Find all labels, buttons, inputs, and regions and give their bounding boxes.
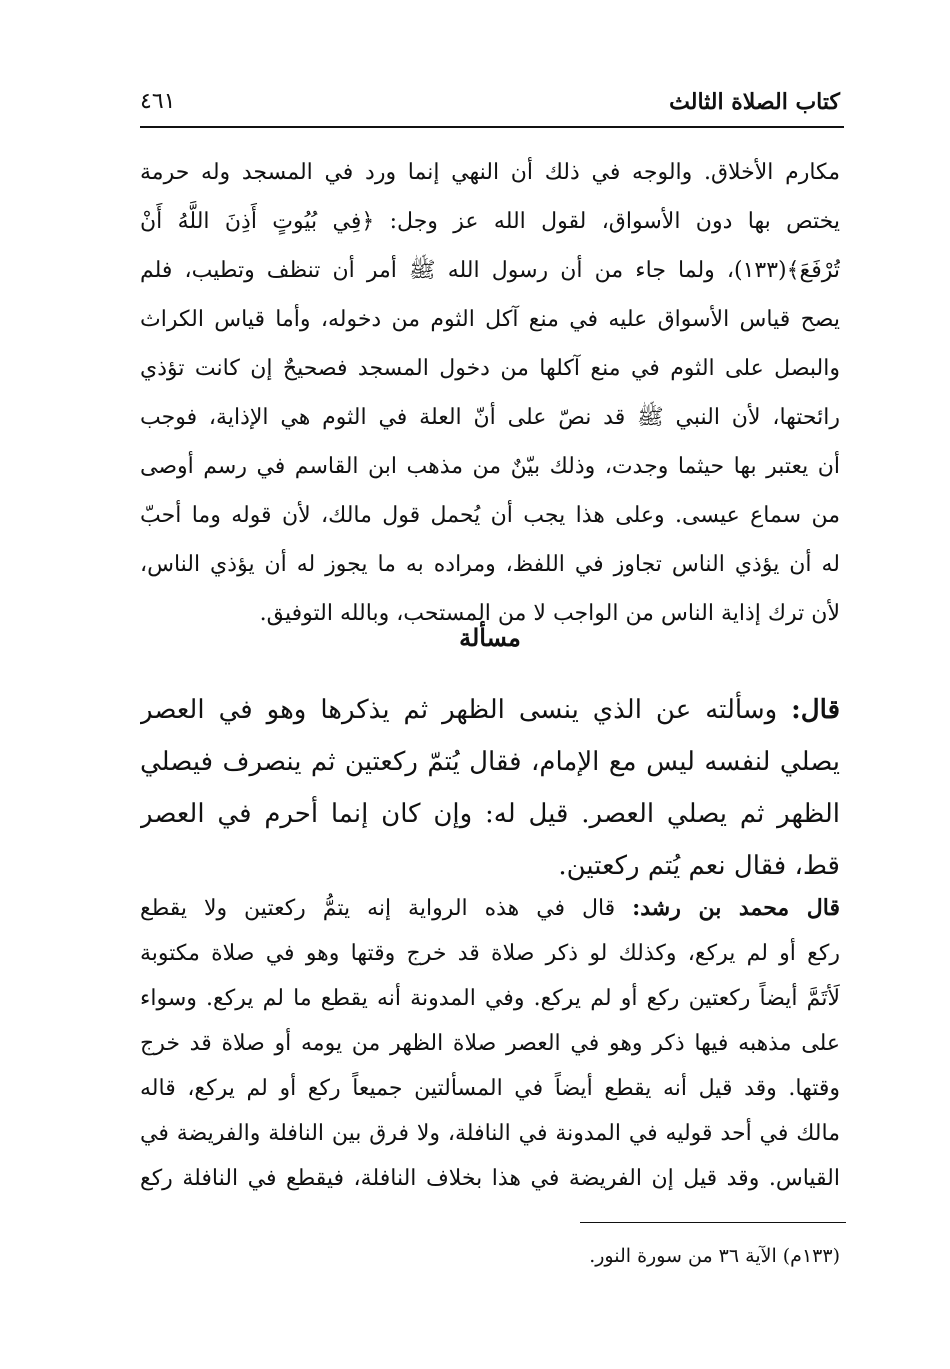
page-number: ٤٦١	[140, 89, 176, 114]
speaker-label: قال محمد بن رشد:	[632, 895, 840, 921]
line-text: قال في هذه الرواية إنه يتمُّ ركعتين ولا يقطع	[140, 896, 616, 921]
line-text: وسألته عن الذي ينسى الظهر ثم يذكرها وهو في العصر	[140, 695, 778, 725]
header-divider	[140, 126, 844, 128]
text-line: مكارم الأخلاق. والوجه في ذلك أن النهي إنما ورد في المسجد وله حرمة	[140, 160, 840, 185]
text-line: قط، فقال نعم يُتم ركعتين.	[558, 851, 840, 881]
paragraph-2	[140, 684, 840, 892]
footnote-divider	[580, 1222, 846, 1223]
text-line: من سماع عيسى. وعلى هذا يجب أن يُحمل قول مالك، لأن قوله وما أحبّ	[140, 503, 840, 528]
text-line: رائحتها، لأن النبي ﷺ قد نصّ على أنّ العلة في الثوم هي الإذاية، فوجب	[140, 405, 840, 430]
paragraph-1	[140, 148, 840, 638]
text-line	[140, 684, 840, 736]
speaker-label: قال:	[791, 695, 840, 725]
text-line: تُرْفَعَ﴾(١٣٣)، ولما جاء من أن رسول الله ﷺ أمر أن تنظف وتطيب، فلم	[140, 258, 840, 283]
text-line: لَأتَمَّ أيضاً ركعتين ركع أو لم يركع. وفي المدونة أنه يقطع ما لم يركع. وسواء	[140, 986, 840, 1011]
text-line: على مذهبه فيها ذكر وهو في العصر صلاة الظهر من يومه أو صلاة قد خرج	[140, 1031, 840, 1056]
text-line: وقتها. وقد قيل أنه يقطع أيضاً في المسألتين جميعاً ركع أو لم يركع، قاله	[140, 1076, 840, 1101]
text-line: مالك في أحد قوليه في المدونة في النافلة، ولا فرق بين النافلة والفريضة في	[140, 1121, 840, 1146]
text-line: القياس. وقد قيل إن الفريضة في هذا بخلاف النافلة، فيقطع في النافلة ركع	[140, 1166, 840, 1191]
text-line: يصح قياس الأسواق عليه في منع آكل الثوم من دخوله، وأما قياس الكراث	[140, 307, 840, 332]
text-line: ركع أو لم يركع، وكذلك لو ذكر صلاة قد خرج وقتها وهو في صلاة مكتوبة	[140, 941, 840, 966]
text-line: الظهر ثم يصلي العصر. قيل له: وإن كان إنما أحرم في العصر	[140, 799, 840, 829]
text-line: يختص بها دون الأسواق، لقول الله عز وجل: ﴿فِي بُيُوتٍ أَذِنَ اللَّهُ أَنْ	[140, 209, 840, 234]
section-heading: مسألة	[459, 623, 521, 652]
text-line: أن يعتبر بها حيثما وجدت، وذلك بيّنٌ من مذهب ابن القاسم في رسم أوصى	[140, 454, 840, 479]
paragraph-3	[140, 886, 840, 1201]
text-line	[140, 886, 840, 931]
footnote: (١٣٣م) الآية ٣٦ من سورة النور.	[589, 1245, 840, 1267]
text-line: له أن يؤذي الناس تجاوز في اللفظ، ومراده به ما يجوز له أن يؤذي الناس،	[140, 552, 840, 577]
running-header	[140, 84, 840, 120]
text-line: والبصل على الثوم في منع آكلها من دخول المسجد فصحيحٌ إن كانت تؤذي	[140, 356, 840, 381]
text-line: لأن ترك إذاية الناس من الواجب لا من المستحب، وبالله التوفيق.	[259, 601, 840, 626]
text-line: يصلي لنفسه ليس مع الإمام، فقال يُتمّ ركعتين ثم ينصرف فيصلي	[140, 747, 840, 777]
book-title: كتاب الصلاة الثالث	[669, 89, 840, 115]
